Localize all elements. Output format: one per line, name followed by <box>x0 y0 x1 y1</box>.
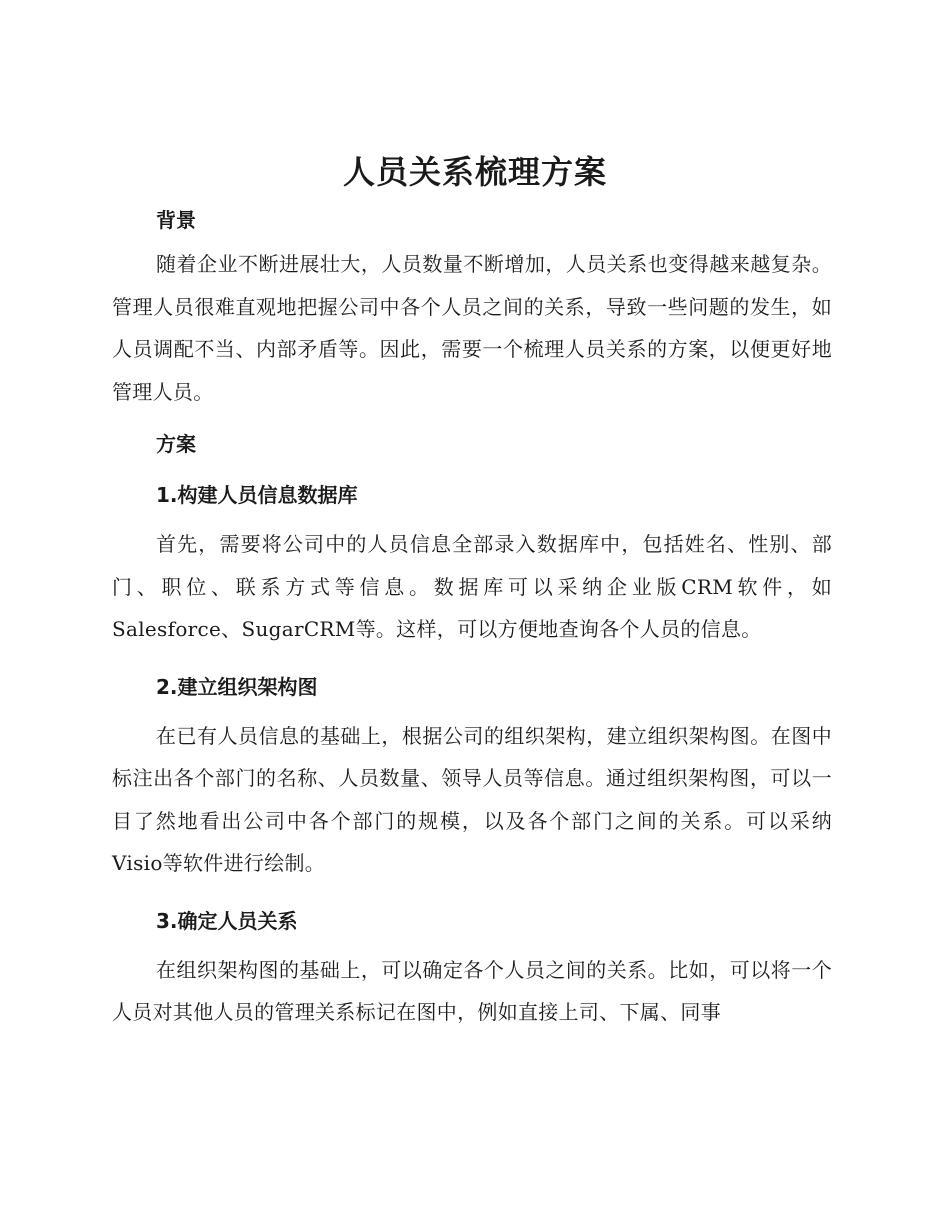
paragraph-database: 首先，需要将公司中的人员信息全部录入数据库中，包括姓名、性别、部门、职位、联系方式等信息。数据库可以采纳企业版CRM软件，如Salesforce、SugarCRM等。这样，可以方便地查询各个人员的信息。 <box>112 532 832 641</box>
paragraph-background: 随着企业不断进展壮大，人员数量不断增加，人员关系也变得越来越复杂。管理人员很难直观地把握公司中各个人员之间的关系，导致一些问题的发生，如人员调配不当、内部矛盾等。因此，需要一个梳理人员关系的方案，以便更好地管理人员。 <box>112 252 832 404</box>
paragraph-relations: 在组织架构图的基础上，可以确定各个人员之间的关系。比如，可以将一个人员对其他人员的管理关系标记在图中，例如直接上司、下属、同事 <box>112 957 832 1024</box>
document-body <box>112 197 832 1042</box>
document-title: 人员关系梳理方案 <box>342 153 607 191</box>
paragraph-org-chart: 在已有人员信息的基础上，根据公司的组织架构，建立组织架构图。在图中标注出各个部门的名称、人员数量、领导人员等信息。通过组织架构图，可以一目了然地看出公司中各个部门的规模，以及各个部门之间的关系。可以采纳Visio等软件进行绘制。 <box>112 723 832 875</box>
subheading-relations: 3.确定人员关系 <box>156 908 298 933</box>
section-heading-background: 背景 <box>156 208 196 232</box>
section-heading-plan: 方案 <box>156 432 196 456</box>
subheading-org-chart: 2.建立组织架构图 <box>156 674 318 699</box>
subheading-database: 1.构建人员信息数据库 <box>156 483 358 507</box>
